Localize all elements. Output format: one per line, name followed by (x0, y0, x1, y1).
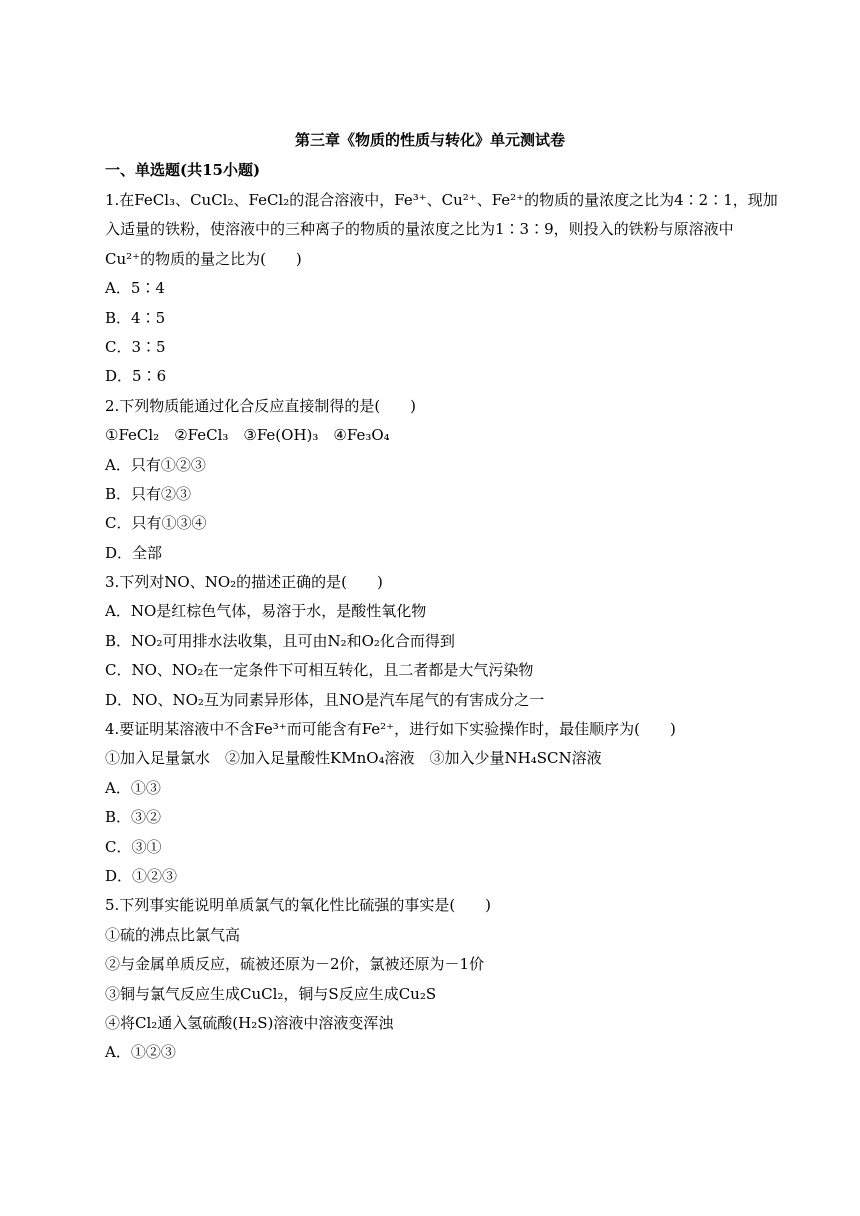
question-5-option-a: A．①②③ (105, 1043, 176, 1062)
question-2 (105, 392, 757, 568)
question-2-stem-line-2: ①FeCl₂ ②FeCl₃ ③Fe(OH)₃ ④Fe₃O₄ (105, 426, 390, 445)
question-4-option-b: B．③② (105, 808, 162, 827)
question-5-stem-line-1: 5.下列事实能说明单质氯气的氧化性比硫强的事实是( ) (105, 896, 492, 915)
question-4 (105, 715, 757, 891)
question-3-option-b: B．NO₂可用排水法收集，且可由N₂和O₂化合而得到 (105, 631, 455, 650)
document-title: 第三章《物质的性质与转化》单元测试卷 (294, 131, 565, 149)
question-5-stem-line-3: ②与金属单质反应，硫被还原为－2价，氯被还原为－1价 (105, 955, 485, 974)
question-3-option-d: D．NO、NO₂互为同素异形体，且NO是汽车尾气的有害成分之一 (105, 690, 545, 709)
question-list (105, 186, 778, 1068)
question-1-option-a: A．5∶4 (105, 279, 165, 298)
question-5-stem-line-2: ①硫的沸点比氯气高 (105, 925, 241, 944)
question-1-stem-line-3: Cu²⁺的物质的量之比为( ) (105, 249, 302, 268)
question-3 (105, 568, 757, 715)
question-4-stem-line-1: 4.要证明某溶液中不含Fe³⁺而可能含有Fe²⁺，进行如下实验操作时，最佳顺序为( ) (105, 720, 676, 739)
question-1-option-b: B．4∶5 (105, 308, 166, 327)
question-3-option-c: C．NO、NO₂在一定条件下可相互转化，且二者都是大气污染物 (105, 661, 534, 680)
question-2-stem-line-1: 2.下列物质能通过化合反应直接制得的是( ) (105, 396, 417, 415)
question-2-option-a: A．只有①②③ (105, 455, 206, 474)
question-2-option-b: B．只有②③ (105, 484, 192, 503)
question-1-stem-line-1: 1.在FeCl₃、CuCl₂、FeCl₂的混合溶液中，Fe³⁺、Cu²⁺、Fe²⁺的物质的量浓度之比为4∶2∶1，现加 (105, 191, 778, 209)
question-5-stem-line-5: ④将Cl₂通入氢硫酸(H₂S)溶液中溶液变浑浊 (105, 1013, 394, 1032)
question-4-stem-line-2: ①加入足量氯水 ②加入足量酸性KMnO₄溶液 ③加入少量NH₄SCN溶液 (105, 749, 602, 768)
question-5 (105, 891, 757, 1067)
question-2-option-d: D．全部 (105, 543, 163, 562)
question-4-option-a: A．①③ (105, 778, 161, 797)
question-3-option-a: A．NO是红棕色气体，易溶于水，是酸性氧化物 (105, 602, 427, 621)
question-4-option-c: C．③① (105, 837, 162, 856)
question-1-option-c: C．3∶5 (105, 337, 166, 356)
section-heading: 一、单选题(共15小题) (105, 161, 261, 179)
question-1 (105, 186, 778, 392)
question-4-option-d: D．①②③ (105, 866, 178, 885)
question-2-option-c: C．只有①③④ (105, 514, 207, 533)
question-1-stem-line-2: 入适量的铁粉，使溶液中的三种离子的物质的量浓度之比为1∶3∶9，则投入的铁粉与原溶液中 (105, 220, 734, 239)
question-1-option-d: D．5∶6 (105, 367, 167, 386)
question-5-stem-line-4: ③铜与氯气反应生成CuCl₂，铜与S反应生成Cu₂S (105, 984, 437, 1003)
question-3-stem-line-1: 3.下列对NO、NO₂的描述正确的是( ) (105, 573, 383, 592)
